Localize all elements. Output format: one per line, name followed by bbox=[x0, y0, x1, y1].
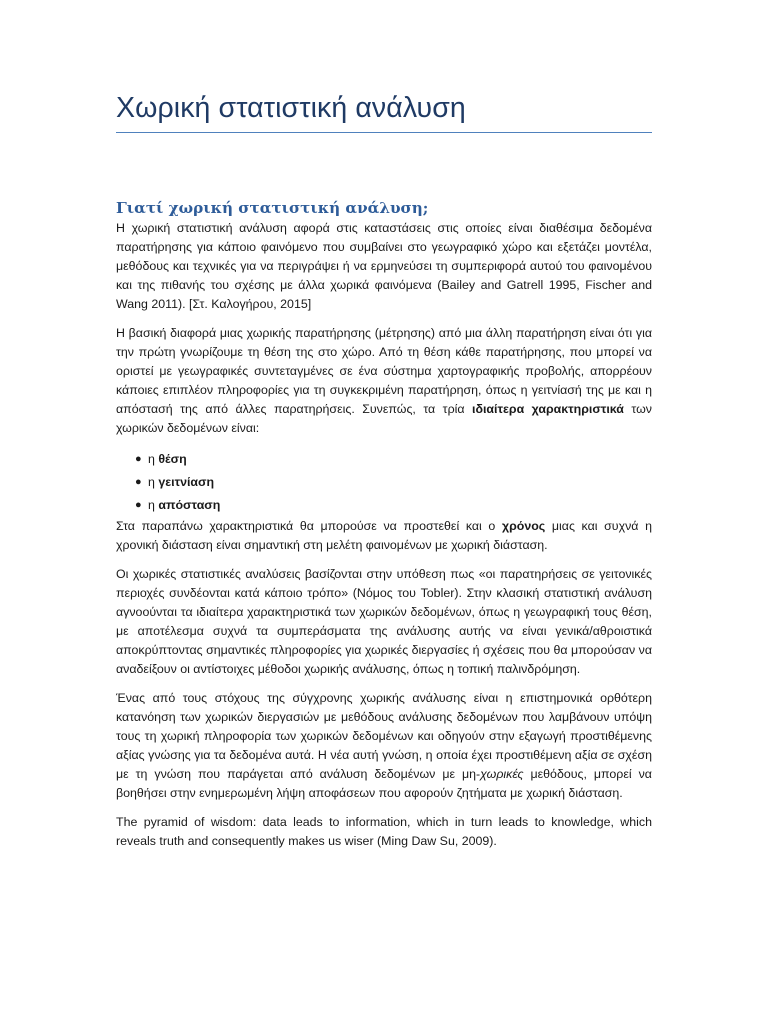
bold-term-characteristics: ιδιαίτερα χαρακτηριστικά bbox=[472, 402, 624, 416]
page-title: Χωρική στατιστική ανάλυση bbox=[116, 84, 652, 133]
italic-term-spatial: χωρικές bbox=[480, 767, 524, 781]
document-page bbox=[116, 84, 652, 861]
paragraph-text: Ένας από τους στόχους της σύγχρονης χωρικής ανάλυσης είναι η επιστημονικά ορθότερη κατανόηση των χωρικών διεργασιών με μεθόδους ανάλυσης δεδομένων που λαμβάνουν υπόψη τους τη χωρική πληροφορία των χωρικών δεδομένων και οδηγούν στην εξαγωγή προστιθέμενης αξίας γνώσης για τα δεδομένα αυτά. Η νέα αυτή γνώση, η οποία έχει προστιθέμενη αξία σε σχέση με τη γνώση που παράγεται από ανάλυση δεδομένων με μη- bbox=[116, 691, 652, 781]
bold-term-time: χρόνος bbox=[501, 519, 546, 533]
bullet-icon: ● bbox=[135, 499, 142, 511]
paragraph-time-dimension bbox=[116, 517, 652, 555]
list-item-term: γειτνίαση bbox=[158, 475, 215, 489]
characteristics-list bbox=[116, 448, 652, 517]
paragraph-pyramid-of-wisdom: The pyramid of wisdom: data leads to information, which in turn leads to knowledge, which reveals truth and consequently makes us wiser (Ming Daw Su, 2009). bbox=[116, 815, 652, 848]
list-item bbox=[116, 448, 652, 471]
paragraph-intro: Η χωρική στατιστική ανάλυση αφορά στις καταστάσεις στις οποίες είναι διαθέσιμα δεδομένα παρατήρησης για κάποιο φαινόμενο που συμβαίνει στο γεωγραφικό χώρο και εξετάζει μοντέλα, μεθόδους και τεχνικές για να περιγράψει ή να ερμηνεύσει τη συμπεριφορά αυτού του φαινομένου και της πιθανής του σχέσης με άλλα χωρικά φαινόμενα (Bailey and Gatrell 1995, Fischer and Wang 2011). [Στ. Καλογήρου, 2015] bbox=[116, 221, 652, 311]
list-item-term: απόσταση bbox=[158, 498, 221, 512]
list-item-prefix: η bbox=[148, 475, 155, 489]
paragraph-tobler-law: Οι χωρικές στατιστικές αναλύσεις βασίζονται στην υπόθεση πως «οι παρατηρήσεις σε γειτονικές περιοχές συνδέονται κατά κάποιο τρόπο» (Νόμος του Tobler). Στην κλασική στατιστική ανάλυση αγνοούνται τα ιδιαίτερα χαρακτηριστικά των χωρικών δεδομένων, όπως η γεωγραφική τους θέση, με αποτέλεσμα συχνά τα συμπεράσματα της ανάλυσης αυτής να είναι γενικά/αθροιστικά αποκρύπτοντας σημαντικές πληροφορίες για χωρικές διεργασίες ή σχέσεις που θα μπορούσαν να αναδείξουν οι αντίστοιχες μέθοδοι χωρικής ανάλυσης, όπως η τοπική παλινδρόμηση. bbox=[116, 567, 652, 676]
paragraph-text-end: μεθόδους, μπορεί να βοηθήσει στην ενημερωμένη λήψη αποφάσεων που αφορούν ζητήματα με χωρική διάσταση. bbox=[116, 767, 652, 800]
paragraph-spatial-difference bbox=[116, 324, 652, 438]
paragraph-text: Η βασική διαφορά μιας χωρικής παρατήρησης (μέτρησης) από μια άλλη παρατήρηση είναι ότι για την πρώτη γνωρίζουμε τη θέση της στο χώρο. Από τη θέση κάθε παρατήρησης, που μπορεί να οριστεί με γεωγραφικές συντεταγμένες σε ένα σύστημα χαρτογραφικής προβολής, απορρέουν κάποιες επιπλέον πληροφορίες για τη συγκεκριμένη παρατήρηση, όπως η γειτνίασή της με και η απόστασή της από άλλες παρατηρήσεις. Συνεπώς, τα τρία bbox=[116, 326, 652, 416]
paragraph-goals bbox=[116, 689, 652, 803]
list-item bbox=[116, 471, 652, 494]
bullet-icon: ● bbox=[135, 453, 142, 465]
paragraph-text-end: μιας και συχνά η χρονική διάσταση είναι σημαντική στη μελέτη φαινομένων με χωρική διάσταση. bbox=[116, 519, 652, 552]
list-item bbox=[116, 494, 652, 517]
section-heading: Γιατί χωρική στατιστική ανάλυση; bbox=[116, 199, 429, 217]
paragraph-text-end: των χωρικών δεδομένων είναι: bbox=[116, 402, 652, 435]
list-item-prefix: η bbox=[148, 498, 155, 512]
list-item-prefix: η bbox=[148, 452, 155, 466]
paragraph-text: Στα παραπάνω χαρακτηριστικά θα μπορούσε να προστεθεί και ο bbox=[116, 519, 496, 533]
list-item-term: θέση bbox=[158, 452, 187, 466]
bullet-icon: ● bbox=[135, 476, 142, 488]
